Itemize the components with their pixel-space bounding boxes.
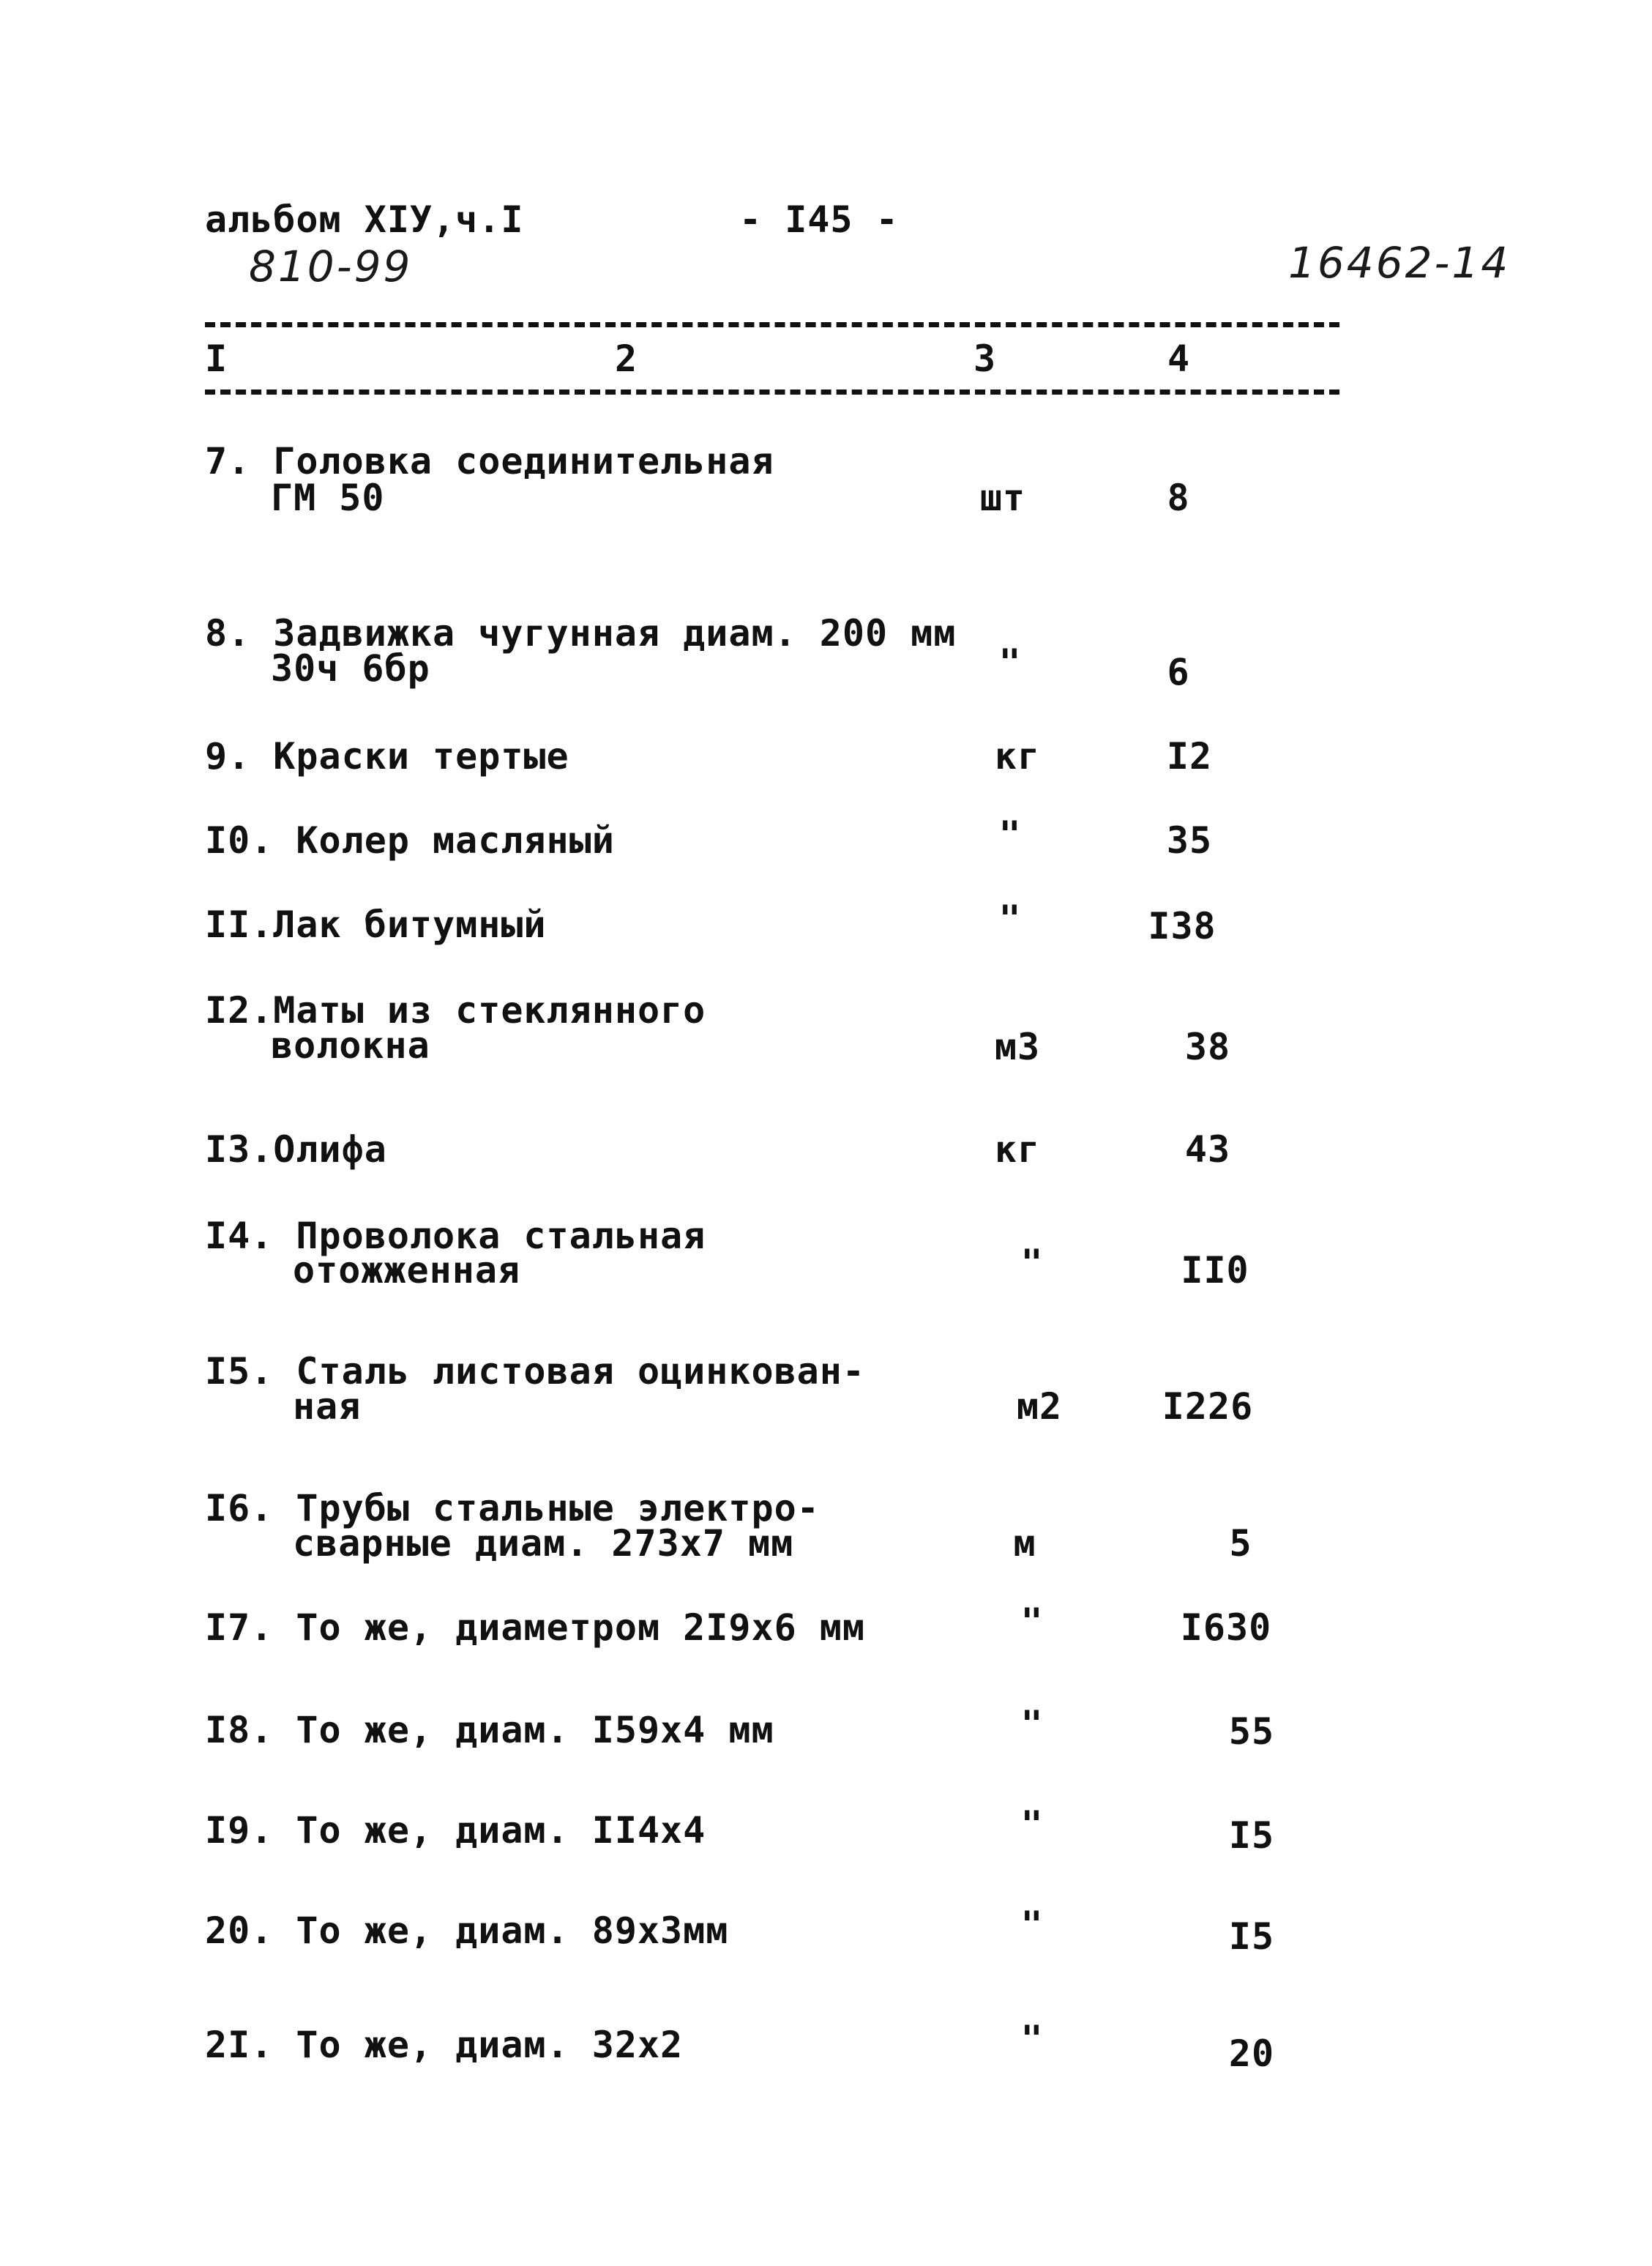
row-description-cont: волокна: [271, 1024, 430, 1067]
row-description: II.Лак битумный: [205, 903, 547, 946]
row-description: 7. Головка соединительная: [205, 440, 774, 482]
row-description-cont: отожженная: [293, 1249, 521, 1292]
row-unit: ": [1020, 1242, 1044, 1284]
row-quantity: 38: [1184, 1026, 1231, 1068]
row-description: I2.Маты из стеклянного: [205, 989, 706, 1032]
row-unit: кг: [994, 1128, 1041, 1171]
row-description: 2I. То же, диам. 32х2: [205, 2024, 684, 2066]
row-description: 20. То же, диам. 89х3мм: [205, 1909, 729, 1952]
column-header-3: 3: [973, 338, 997, 380]
row-quantity: 20: [1228, 2032, 1275, 2075]
row-unit: ": [1020, 1904, 1044, 1946]
row-unit: ": [1020, 2018, 1044, 2060]
row-unit: м2: [1016, 1385, 1063, 1428]
column-header-4: 4: [1167, 338, 1191, 380]
row-description-cont: ГМ 50: [271, 477, 385, 519]
row-quantity: 55: [1228, 1710, 1275, 1753]
row-quantity: I5: [1228, 1814, 1275, 1857]
row-description: I0. Колер масляный: [205, 819, 615, 862]
row-quantity: 43: [1184, 1128, 1231, 1171]
row-unit: м: [1013, 1522, 1036, 1565]
header-rule-top: [205, 322, 1339, 327]
row-unit: м3: [994, 1026, 1041, 1068]
column-header-2: 2: [615, 338, 638, 380]
row-description: I6. Трубы стальные электро-: [205, 1487, 820, 1529]
row-description: 8. Задвижка чугунная диам. 200 мм: [205, 612, 957, 655]
row-unit: ": [998, 813, 1022, 856]
row-unit: ": [1020, 1600, 1044, 1643]
handwritten-registration-number: 16462-14: [1288, 238, 1511, 288]
column-header-1: I: [205, 338, 228, 380]
row-description: I5. Сталь листовая оцинкован-: [205, 1350, 865, 1393]
row-quantity: I5: [1228, 1915, 1275, 1958]
row-unit: ": [1020, 1703, 1044, 1745]
row-quantity: I2: [1166, 735, 1213, 778]
row-description-cont: 30ч 6бр: [271, 647, 430, 690]
row-description: I4. Проволока стальная: [205, 1215, 706, 1257]
row-quantity: 5: [1229, 1522, 1252, 1565]
header-rule-bottom: [205, 390, 1339, 395]
row-description-cont: сварные диам. 273х7 мм: [293, 1522, 794, 1565]
row-quantity: 8: [1167, 477, 1190, 519]
row-unit: кг: [994, 735, 1041, 778]
row-quantity: I38: [1148, 905, 1216, 947]
row-description: I7. То же, диаметром 2I9х6 мм: [205, 1606, 865, 1649]
row-description: I9. То же, диам. II4х4: [205, 1809, 706, 1852]
row-unit: ": [1020, 1803, 1044, 1846]
row-unit: шт: [979, 477, 1026, 519]
row-quantity: 35: [1166, 819, 1213, 862]
row-quantity: I630: [1180, 1606, 1272, 1649]
album-reference: альбом XIУ,ч.I: [205, 198, 524, 241]
row-description: 9. Краски тертые: [205, 735, 569, 778]
row-description: I8. То же, диам. I59х4 мм: [205, 1709, 774, 1751]
row-quantity: 6: [1167, 651, 1190, 693]
row-unit: ": [998, 641, 1022, 684]
row-description-cont: ная: [293, 1385, 362, 1428]
row-unit: ": [998, 898, 1022, 940]
row-quantity: II0: [1181, 1249, 1249, 1292]
page-number: - I45 -: [739, 198, 899, 241]
row-quantity: I226: [1162, 1385, 1254, 1428]
handwritten-document-code: 810-99: [249, 242, 413, 291]
row-description: I3.Олифа: [205, 1128, 387, 1171]
